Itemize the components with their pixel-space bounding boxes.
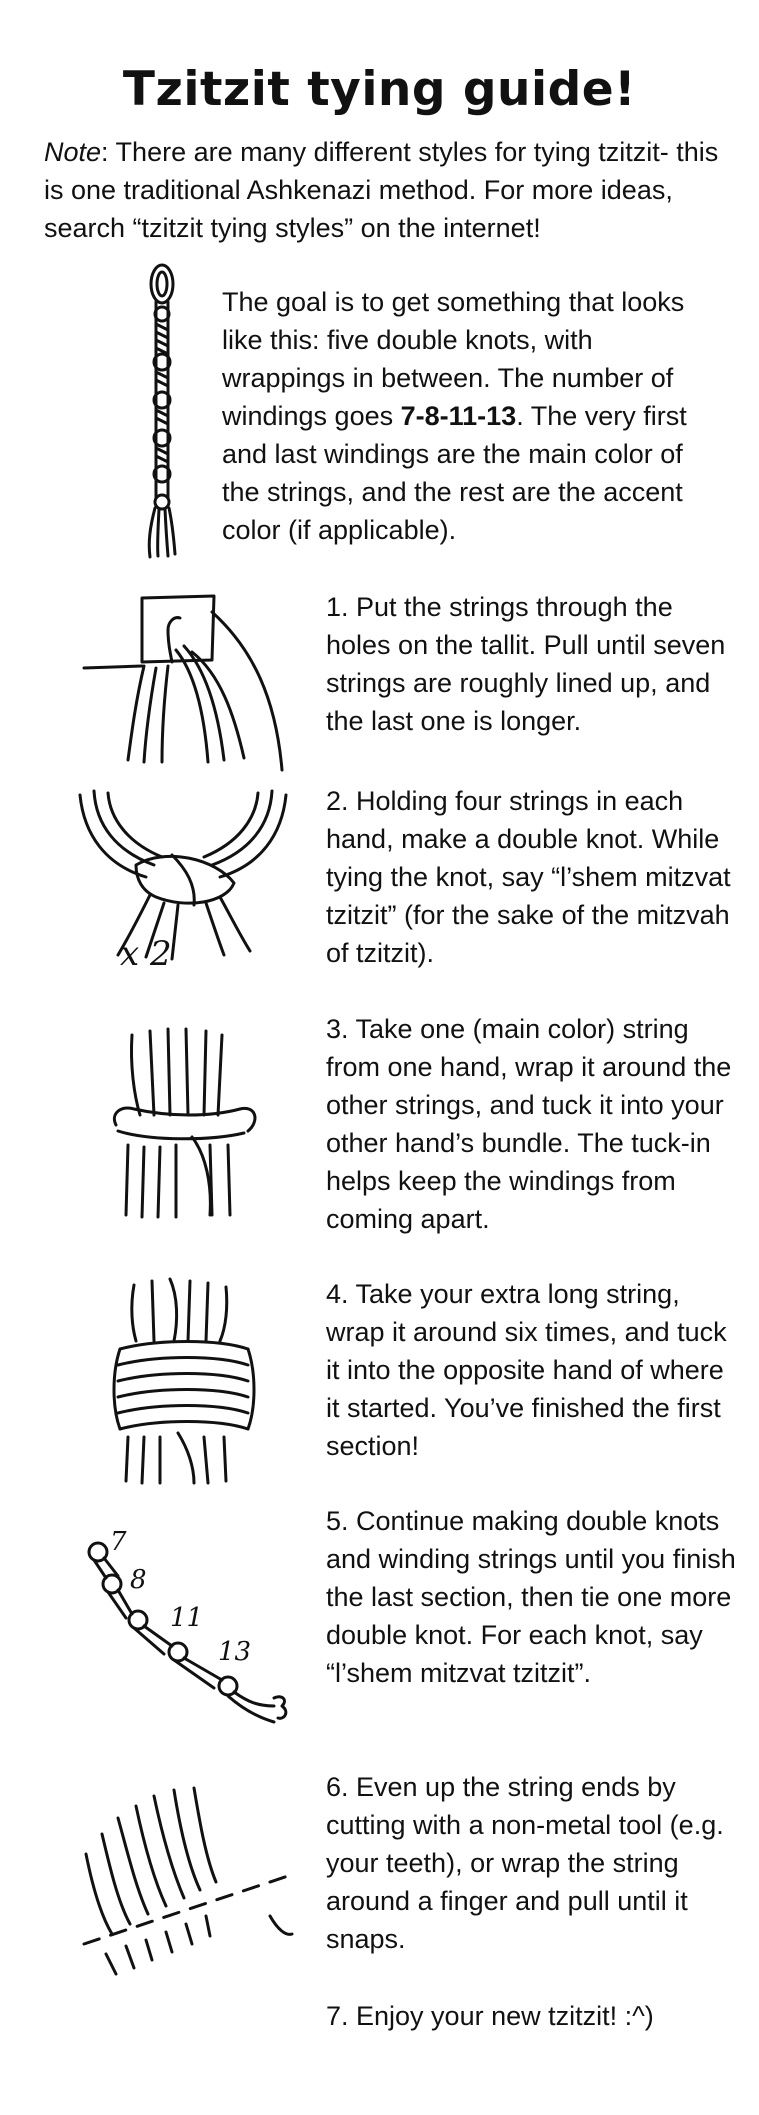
step-4-text: 4. Take your extra long string, wrap it around six times, and tuck it into the opposite hand of where it started. You’ve finished the first section!	[326, 1279, 727, 1461]
step-7-text: 7. Enjoy your new tzitzit! :^)	[326, 2001, 654, 2031]
page-title: Tzitzit tying guide!	[122, 62, 637, 117]
finished-tzitzit-illustration	[138, 262, 188, 562]
winding-label-13: 13	[218, 1637, 252, 1667]
winding-label-7: 7	[110, 1527, 127, 1557]
goal-text-after: . The very first and last windings are the main color of the strings, and the rest are the accent color (if applicable).	[222, 401, 687, 545]
intro-note	[44, 133, 734, 247]
step-5-text: 5. Continue making double knots and winding strings until you finish the last section, then tie one more double knot. For each knot, say “l’shem mitzvat tzitzit”.	[326, 1506, 736, 1688]
step-6-illustration	[82, 1784, 292, 1984]
step-2-illustration	[76, 785, 296, 975]
step-5-illustration	[78, 1522, 298, 1732]
step-4-illustration	[108, 1277, 258, 1487]
goal-description	[222, 283, 722, 549]
winding-label-11: 11	[170, 1603, 204, 1633]
winding-counts: 7-8-11-13	[400, 401, 517, 431]
step-6-text: 6. Even up the string ends by cutting with a non-metal tool (e.g. your teeth), or wrap the string around a finger and pull until it snaps.	[326, 1772, 724, 1954]
step-1-text: 1. Put the strings through the holes on the tallit. Pull until seven strings are roughly lined up, and the last one is longer.	[326, 592, 726, 736]
note-label: Note	[44, 137, 102, 167]
step-2-text: 2. Holding four strings in each hand, make a double knot. While tying the knot, say “l’shem mitzvat tzitzit” (for the sake of the mitzvah of tzitzit).	[326, 786, 731, 968]
double-knot-label: x 2	[120, 934, 172, 974]
step-3-text: 3. Take one (main color) string from one hand, wrap it around the other strings, and tuck it into your other hand’s bundle. The tuck-in helps keep the windings from coming apart.	[326, 1014, 732, 1234]
step-3-illustration	[110, 1025, 260, 1225]
step-1-illustration	[84, 590, 294, 770]
winding-label-8: 8	[130, 1565, 147, 1595]
goal-text-before: The goal is to get something that looks like this: five double knots, with wrappings in between. The number of windings goes	[222, 287, 685, 431]
note-text: : There are many different styles for tying tzitzit- this is one traditional Ashkenazi method. For more ideas, search “tzitzit tying styles” on the internet!	[44, 137, 719, 243]
